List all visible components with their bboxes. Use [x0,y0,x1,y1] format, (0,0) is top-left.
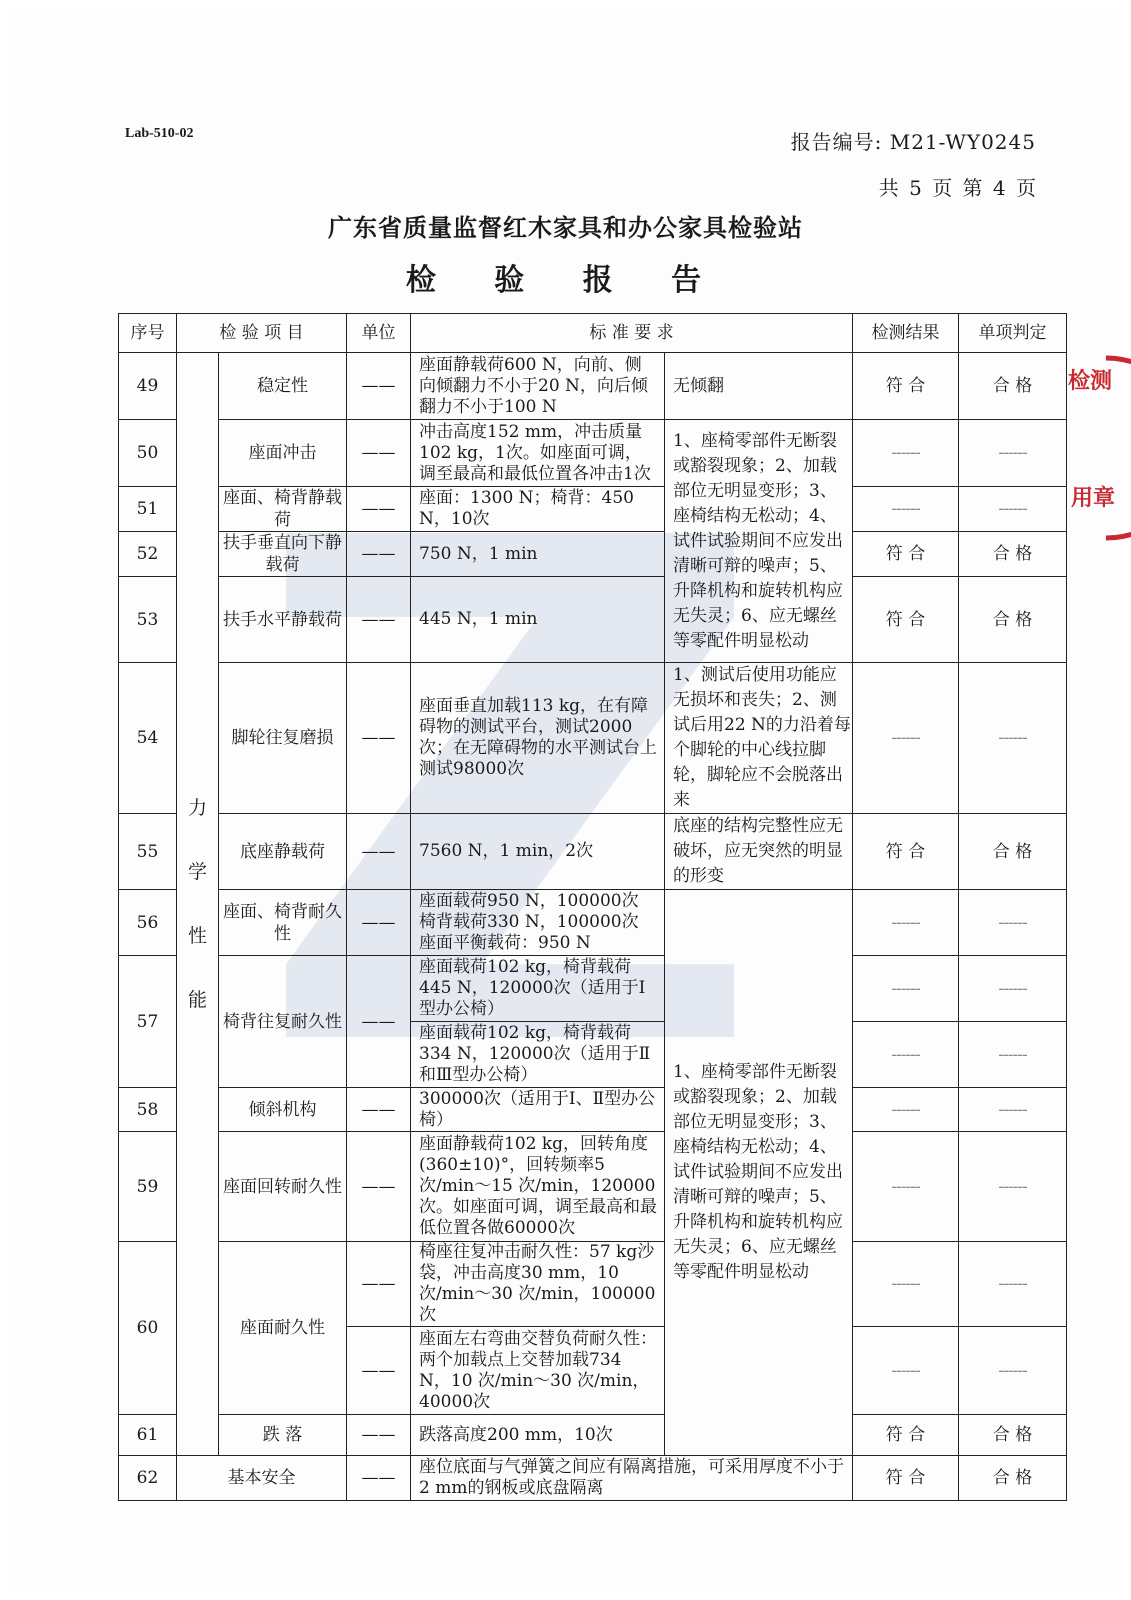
standard-text: 座面垂直加载113 kg，在有障碍物的测试平台，测试2000次；在无障碍物的水平测试台上测试98000次 [411,663,665,814]
item-name: 跌 落 [219,1415,347,1456]
requirement-text: 1、测试后使用功能应无损坏和丧失；2、测试后用22 N的力沿着每个脚轮的中心线拉脚轮，脚轮应不会脱落出来 [665,663,853,814]
standard-text: 座位底面与气弹簧之间应有隔离措施，可采用厚度不小于2 mm的钢板或底盘隔离 [411,1456,853,1501]
standard-text: 椅座往复冲击耐久性：57 kg沙袋，冲击高度30 mm，10 次/min～30 次/min，100000次 [411,1242,665,1327]
inspection-table [118,313,1067,1501]
category-label: 力学性能 [177,353,219,1456]
item-name: 脚轮往复磨损 [219,663,347,814]
svg-text:用章: 用章 [1071,486,1116,511]
standard-text: 750 N，1 min [411,532,665,577]
standard-text: 445 N，1 min [411,577,665,663]
row-no: 55 [119,814,177,890]
row-no: 52 [119,532,177,577]
standard-text: 座面左右弯曲交替负荷耐久性：两个加载点上交替加载734 N，10 次/min～30 次/min，40000次 [411,1327,665,1415]
row-no: 53 [119,577,177,663]
unit-cell: —— [347,353,411,420]
judge-cell: 合 格 [959,353,1067,420]
row-no: 57 [119,956,177,1088]
red-seal-stamp [1066,348,1131,548]
col-header-item: 检 验 项 目 [177,314,347,353]
unit-cell: —— [347,532,411,577]
table-row [119,890,1067,956]
result-cell: 符 合 [853,532,959,577]
report-number: 报告编号: M21-WY0245 [790,130,1036,154]
result-cell: ------ [853,890,959,956]
table-row [119,1415,1067,1456]
result-cell: 符 合 [853,353,959,420]
col-header-unit: 单位 [347,314,411,353]
standard-text: 座面静载荷102 kg，回转角度(360±10)°，回转频率5次/min～15 次/min，120000次。如座面可调，调至最高和最低位置各做60000次 [411,1132,665,1242]
unit-cell: —— [347,1132,411,1242]
unit-cell: —— [347,814,411,890]
judge-cell: ------ [959,956,1067,1022]
requirement-text: 1、座椅零部件无断裂或豁裂现象；2、加载部位无明显变形；3、座椅结构无松动；4、试件试验期间不应发出清晰可辩的噪声；5、升降机构和旋转机构应无失灵；6、应无螺丝等零配件明显松动 [665,420,853,663]
table-row [119,532,1067,577]
judge-cell: ------ [959,420,1067,487]
item-name: 座面耐久性 [219,1242,347,1415]
unit-cell: —— [347,1456,411,1501]
table-row [119,1088,1067,1132]
item-name: 椅背往复耐久性 [219,956,347,1088]
report-title: 检 验 报 告 [405,263,726,298]
item-name: 底座静载荷 [219,814,347,890]
table-row [119,577,1067,663]
judge-cell: 合 格 [959,814,1067,890]
table-row [119,1132,1067,1242]
result-cell: ------ [853,487,959,532]
table-row [119,1242,1067,1327]
item-name: 座面冲击 [219,420,347,487]
row-no: 62 [119,1456,177,1501]
result-cell: 符 合 [853,1456,959,1501]
unit-cell: —— [347,487,411,532]
unit-cell: —— [347,1327,411,1415]
unit-cell: —— [347,1415,411,1456]
result-cell: ------ [853,1132,959,1242]
table-row [119,353,1067,420]
organization-name: 广东省质量监督红木家具和办公家具检验站 [328,214,803,242]
standard-text: 300000次（适用于Ⅰ、Ⅱ型办公椅） [411,1088,665,1132]
svg-text:检测: 检测 [1068,369,1113,394]
standard-text: 座面载荷102 kg，椅背载荷334 N，120000次（适用于Ⅱ和Ⅲ型办公椅） [411,1022,665,1088]
result-cell: ------ [853,1242,959,1327]
result-cell: 符 合 [853,814,959,890]
judge-cell: 合 格 [959,532,1067,577]
judge-cell: ------ [959,1132,1067,1242]
row-no: 59 [119,1132,177,1242]
judge-cell: ------ [959,1088,1067,1132]
item-name: 扶手垂直向下静载荷 [219,532,347,577]
table-row [119,1456,1067,1501]
judge-cell: ------ [959,1022,1067,1088]
table-row [119,814,1067,890]
standard-text: 冲击高度152 mm，冲击质量102 kg，1次。如座面可调，调至最高和最低位置各冲击1次 [411,420,665,487]
unit-cell: —— [347,890,411,956]
col-header-standard: 标 准 要 求 [411,314,853,353]
col-header-no: 序号 [119,314,177,353]
unit-cell: —— [347,577,411,663]
standard-text: 座面静载荷600 N，向前、侧向倾翻力不小于20 N，向后倾翻力不小于100 N [411,353,665,420]
standard-text: 座面载荷950 N，100000次 椅背载荷330 N，100000次 座面平衡载荷：950 N [411,890,665,956]
item-name: 座面回转耐久性 [219,1132,347,1242]
item-name: 基本安全 [177,1456,347,1501]
table-row [119,487,1067,532]
result-cell: 符 合 [853,1415,959,1456]
table-row [119,663,1067,814]
result-cell: ------ [853,663,959,814]
item-name: 扶手水平静载荷 [219,577,347,663]
standard-text: 座面：1300 N；椅背：450 N，10次 [411,487,665,532]
row-no: 61 [119,1415,177,1456]
judge-cell: ------ [959,890,1067,956]
standard-text: 跌落高度200 mm，10次 [411,1415,665,1456]
judge-cell: 合 格 [959,1415,1067,1456]
result-cell: ------ [853,1088,959,1132]
result-cell: ------ [853,1022,959,1088]
requirement-text: 底座的结构完整性应无破坏，应无突然的明显的形变 [665,814,853,890]
lab-code: Lab-510-02 [125,126,194,141]
result-cell: ------ [853,956,959,1022]
judge-cell: 合 格 [959,1456,1067,1501]
judge-cell: ------ [959,663,1067,814]
standard-text: 7560 N，1 min，2次 [411,814,665,890]
table-row [119,956,1067,1022]
judge-cell: ------ [959,1242,1067,1327]
unit-cell: —— [347,1088,411,1132]
row-no: 56 [119,890,177,956]
judge-cell: ------ [959,1327,1067,1415]
page-number: 共 5 页 第 4 页 [878,176,1036,200]
row-no: 50 [119,420,177,487]
result-cell: 符 合 [853,577,959,663]
judge-cell: 合 格 [959,577,1067,663]
row-no: 49 [119,353,177,420]
row-no: 60 [119,1242,177,1415]
item-name: 座面、椅背耐久性 [219,890,347,956]
requirement-text: 无倾翻 [665,353,853,420]
col-header-judge: 单项判定 [959,314,1067,353]
unit-cell: —— [347,663,411,814]
standard-text: 座面载荷102 kg，椅背载荷445 N，120000次（适用于Ⅰ型办公椅） [411,956,665,1022]
table-header-row [119,314,1067,353]
item-name: 座面、椅背静载荷 [219,487,347,532]
row-no: 54 [119,663,177,814]
unit-cell: —— [347,956,411,1088]
requirement-text: 1、座椅零部件无断裂或豁裂现象；2、加载部位无明显变形；3、座椅结构无松动；4、试件试验期间不应发出清晰可辩的噪声；5、升降机构和旋转机构应无失灵；6、应无螺丝等零配件明显松动 [665,890,853,1456]
result-cell: ------ [853,420,959,487]
row-no: 51 [119,487,177,532]
item-name: 稳定性 [219,353,347,420]
judge-cell: ------ [959,487,1067,532]
col-header-result: 检测结果 [853,314,959,353]
row-no: 58 [119,1088,177,1132]
result-cell: ------ [853,1327,959,1415]
unit-cell: —— [347,420,411,487]
item-name: 倾斜机构 [219,1088,347,1132]
unit-cell: —— [347,1242,411,1327]
table-row [119,420,1067,487]
